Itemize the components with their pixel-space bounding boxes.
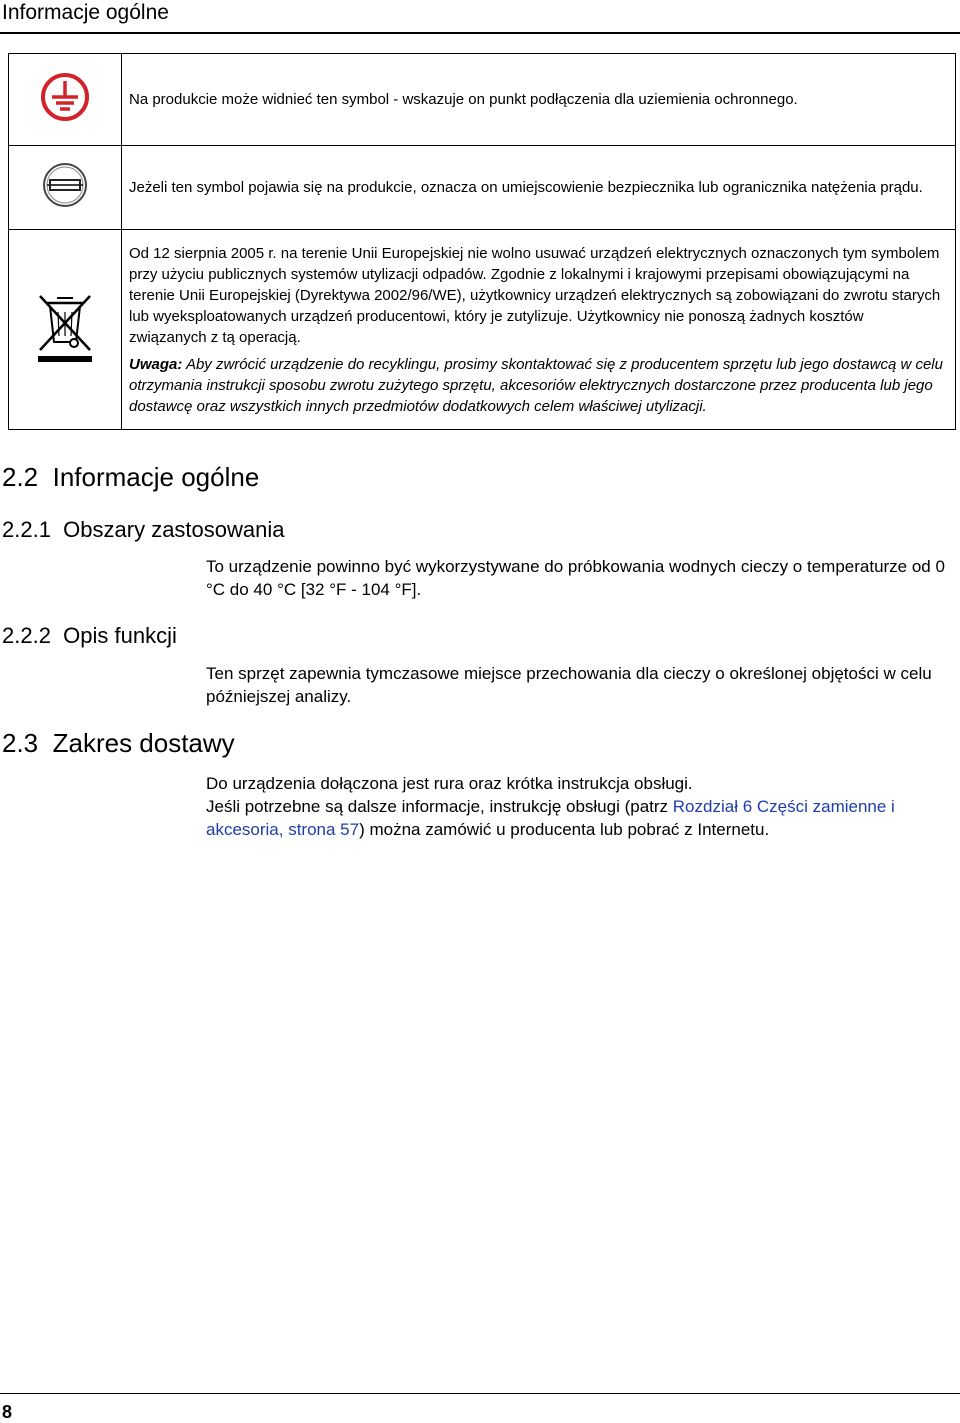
heading-title: Opis funkcji — [63, 623, 177, 648]
symbol-row-ground — [9, 54, 956, 146]
fuse-icon — [41, 161, 89, 209]
heading-number: 2.2.2 — [2, 623, 51, 648]
protective-earth-icon — [39, 71, 91, 123]
delivery-line-2-pre: Jeśli potrzebne są dalsze informacje, instrukcję obsługi (patrz — [206, 797, 673, 816]
heading-number: 2.3 — [2, 728, 39, 758]
ground-icon-cell — [9, 54, 122, 146]
page-header — [0, 0, 960, 34]
weee-body: Od 12 sierpnia 2005 r. na terenie Unii Europejskiej nie wolno usuwać urządzeń elektrycznych oznaczonych tym symbolem przy użyciu publicznych systemów utylizacji odpadów. Zgodnie z lokalnymi i krajowymi przepisami obowiązującymi na terenie Unii Europejskiej (Dyrektywa 2002/96/WE), użytkownicy urządzeń elektrycznych są zobowiązani do zwrotu starych lub wyeksploatowanych urządzeń producentowi, który je zutylizuje. Użytkownicy nie ponoszą żadnych kosztów związanych z tą operacją. — [129, 244, 941, 346]
symbol-row-weee — [9, 230, 956, 430]
delivery-line-1: Do urządzenia dołączona jest rura oraz krótka instrukcja obsługi. — [206, 774, 693, 793]
heading-2-2-2 — [2, 623, 177, 649]
heading-number: 2.2 — [2, 462, 39, 492]
symbol-row-fuse — [9, 146, 956, 230]
header-rule — [0, 32, 960, 34]
page-title: Informacje ogólne — [2, 1, 169, 24]
page-number: 8 — [2, 1402, 13, 1422]
delivery-line-2 — [206, 795, 956, 841]
heading-title: Informacje ogólne — [52, 462, 260, 492]
weee-description — [122, 230, 956, 430]
delivery-line-2-post: ) można zamówić u producenta lub pobrać z Internetu. — [359, 820, 770, 839]
fuse-icon-cell — [9, 146, 122, 230]
footer-rule — [0, 1393, 960, 1394]
heading-2-2 — [2, 462, 259, 493]
note-label: Uwaga: — [129, 355, 183, 373]
weee-icon-cell — [9, 230, 122, 430]
ground-description: Na produkcie może widnieć ten symbol - wskazuje on punkt podłączenia dla uziemienia ochronnego. — [122, 54, 956, 146]
heading-title: Zakres dostawy — [52, 728, 235, 758]
scope-of-delivery-text — [206, 772, 956, 841]
heading-2-2-1 — [2, 517, 285, 543]
heading-title: Obszary zastosowania — [63, 517, 285, 542]
fuse-description: Jeżeli ten symbol pojawia się na produkcie, oznacza on umiejscowienie bezpiecznika lub ogranicznika natężenia prądu. — [122, 146, 956, 230]
application-text: To urządzenie powinno być wykorzystywane do próbkowania wodnych cieczy o temperaturze od 0 °C do 40 °C [32 °F - 104 °F]. — [206, 557, 945, 599]
heading-2-3 — [2, 728, 235, 759]
crossed-out-bin-icon — [34, 290, 96, 364]
weee-note — [129, 354, 945, 417]
note-text: Aby zwrócić urządzenie do recyklingu, prosimy skontaktować się z producentem sprzętu lub jego dostawcą w celu otrzymania instrukcji sposobu zwrotu zużytego sprzętu, akcesoriów elektrycznych dostarczone przez producenta lub jego dostawcę oraz wszystkich innych przedmiotów dodatkowych celem właściwej utylizacji. — [129, 355, 943, 415]
heading-number: 2.2.1 — [2, 517, 51, 542]
chapter-6-link[interactable]: Rozdział 6 Części zamienne i akcesoria, strona 57 — [206, 797, 895, 839]
symbols-table — [8, 53, 956, 430]
function-text: Ten sprzęt zapewnia tymczasowe miejsce przechowania dla cieczy o określonej objętości w celu późniejszej analizy. — [206, 664, 932, 706]
